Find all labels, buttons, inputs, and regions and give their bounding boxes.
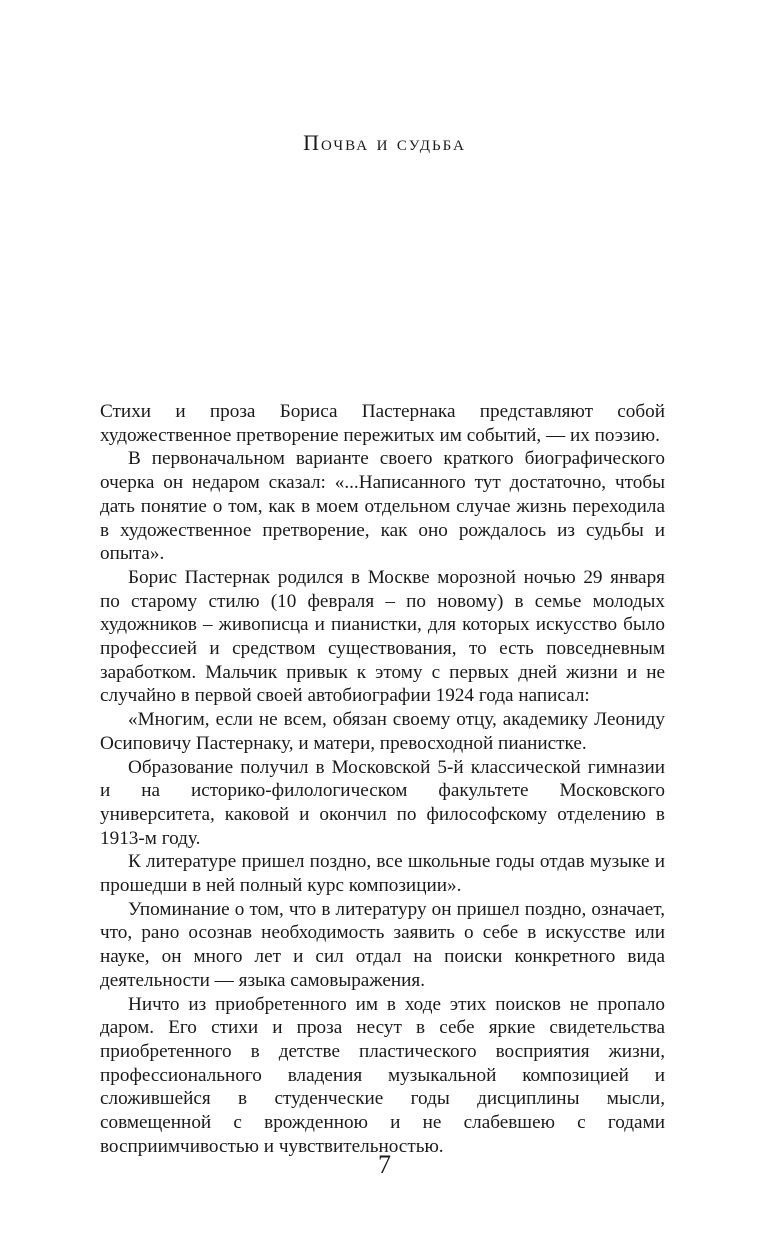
paragraph: В первоначальном варианте своего краткого биографического очерка он недаром сказал: «...Написанного тут достаточно, чтобы дать понятие о том, как в моем отдельном случае жизнь переходила в художественное претворение, как оно рождалось из судьбы и опыта». <box>100 448 665 565</box>
paragraph: Стихи и проза Бориса Пастернака представляют собой художественное претворение пережитых им событий, — их поэзию. <box>100 401 665 446</box>
chapter-title: Почва и судьба <box>303 130 466 155</box>
quote-paragraph: К литературе пришел поздно, все школьные годы отдав музыке и прошедши в ней полный курс композиции». <box>100 851 665 897</box>
quote-paragraph: «Многим, если не всем, обязан своему отцу, академику Леониду Осиповичу Пастернаку, и матери, превосходной пианистке. <box>100 709 665 754</box>
paragraph: Упоминание о том, что в литературу он пришел поздно, означает, что, рано осознав необходимость заявить о себе в искусстве или науке, он много лет и сил отдал на поиски конкретного вида деятельности — языка самовыражения. <box>100 898 665 991</box>
page-number: 7 <box>378 1150 391 1179</box>
quote-paragraph: Образование получил в Московской 5-й классической гимназии и на историко-филологическом факультете Московского университета, каковой и окончил по философскому отделению в 1913-м году. <box>100 756 665 849</box>
paragraph: Борис Пастернак родился в Москве морозной ночью 29 января по старому стилю (10 февраля – по новому) в семье молодых художников – живописца и пианистки, для которых искусство было профессией и средством существования, то есть повседневным заработком. Мальчик привык к этому с первых дней жизни и не случайно в первой своей автобиографии 1924 года написал: <box>100 566 665 707</box>
paragraph: Ничто из приобретенного им в ходе этих поисков не пропало даром. Его стихи и проза несут в себе яркие свидетельства приобретенного в детстве пластического восприятия жизни, профессионального владения музыкальной композицией и сложившейся в студенческие годы дисциплины мысли, совмещенной с врожденною и не слабевшею с годами восприимчивостью и чувствительностью. <box>100 993 665 1157</box>
body-text <box>100 400 665 1159</box>
